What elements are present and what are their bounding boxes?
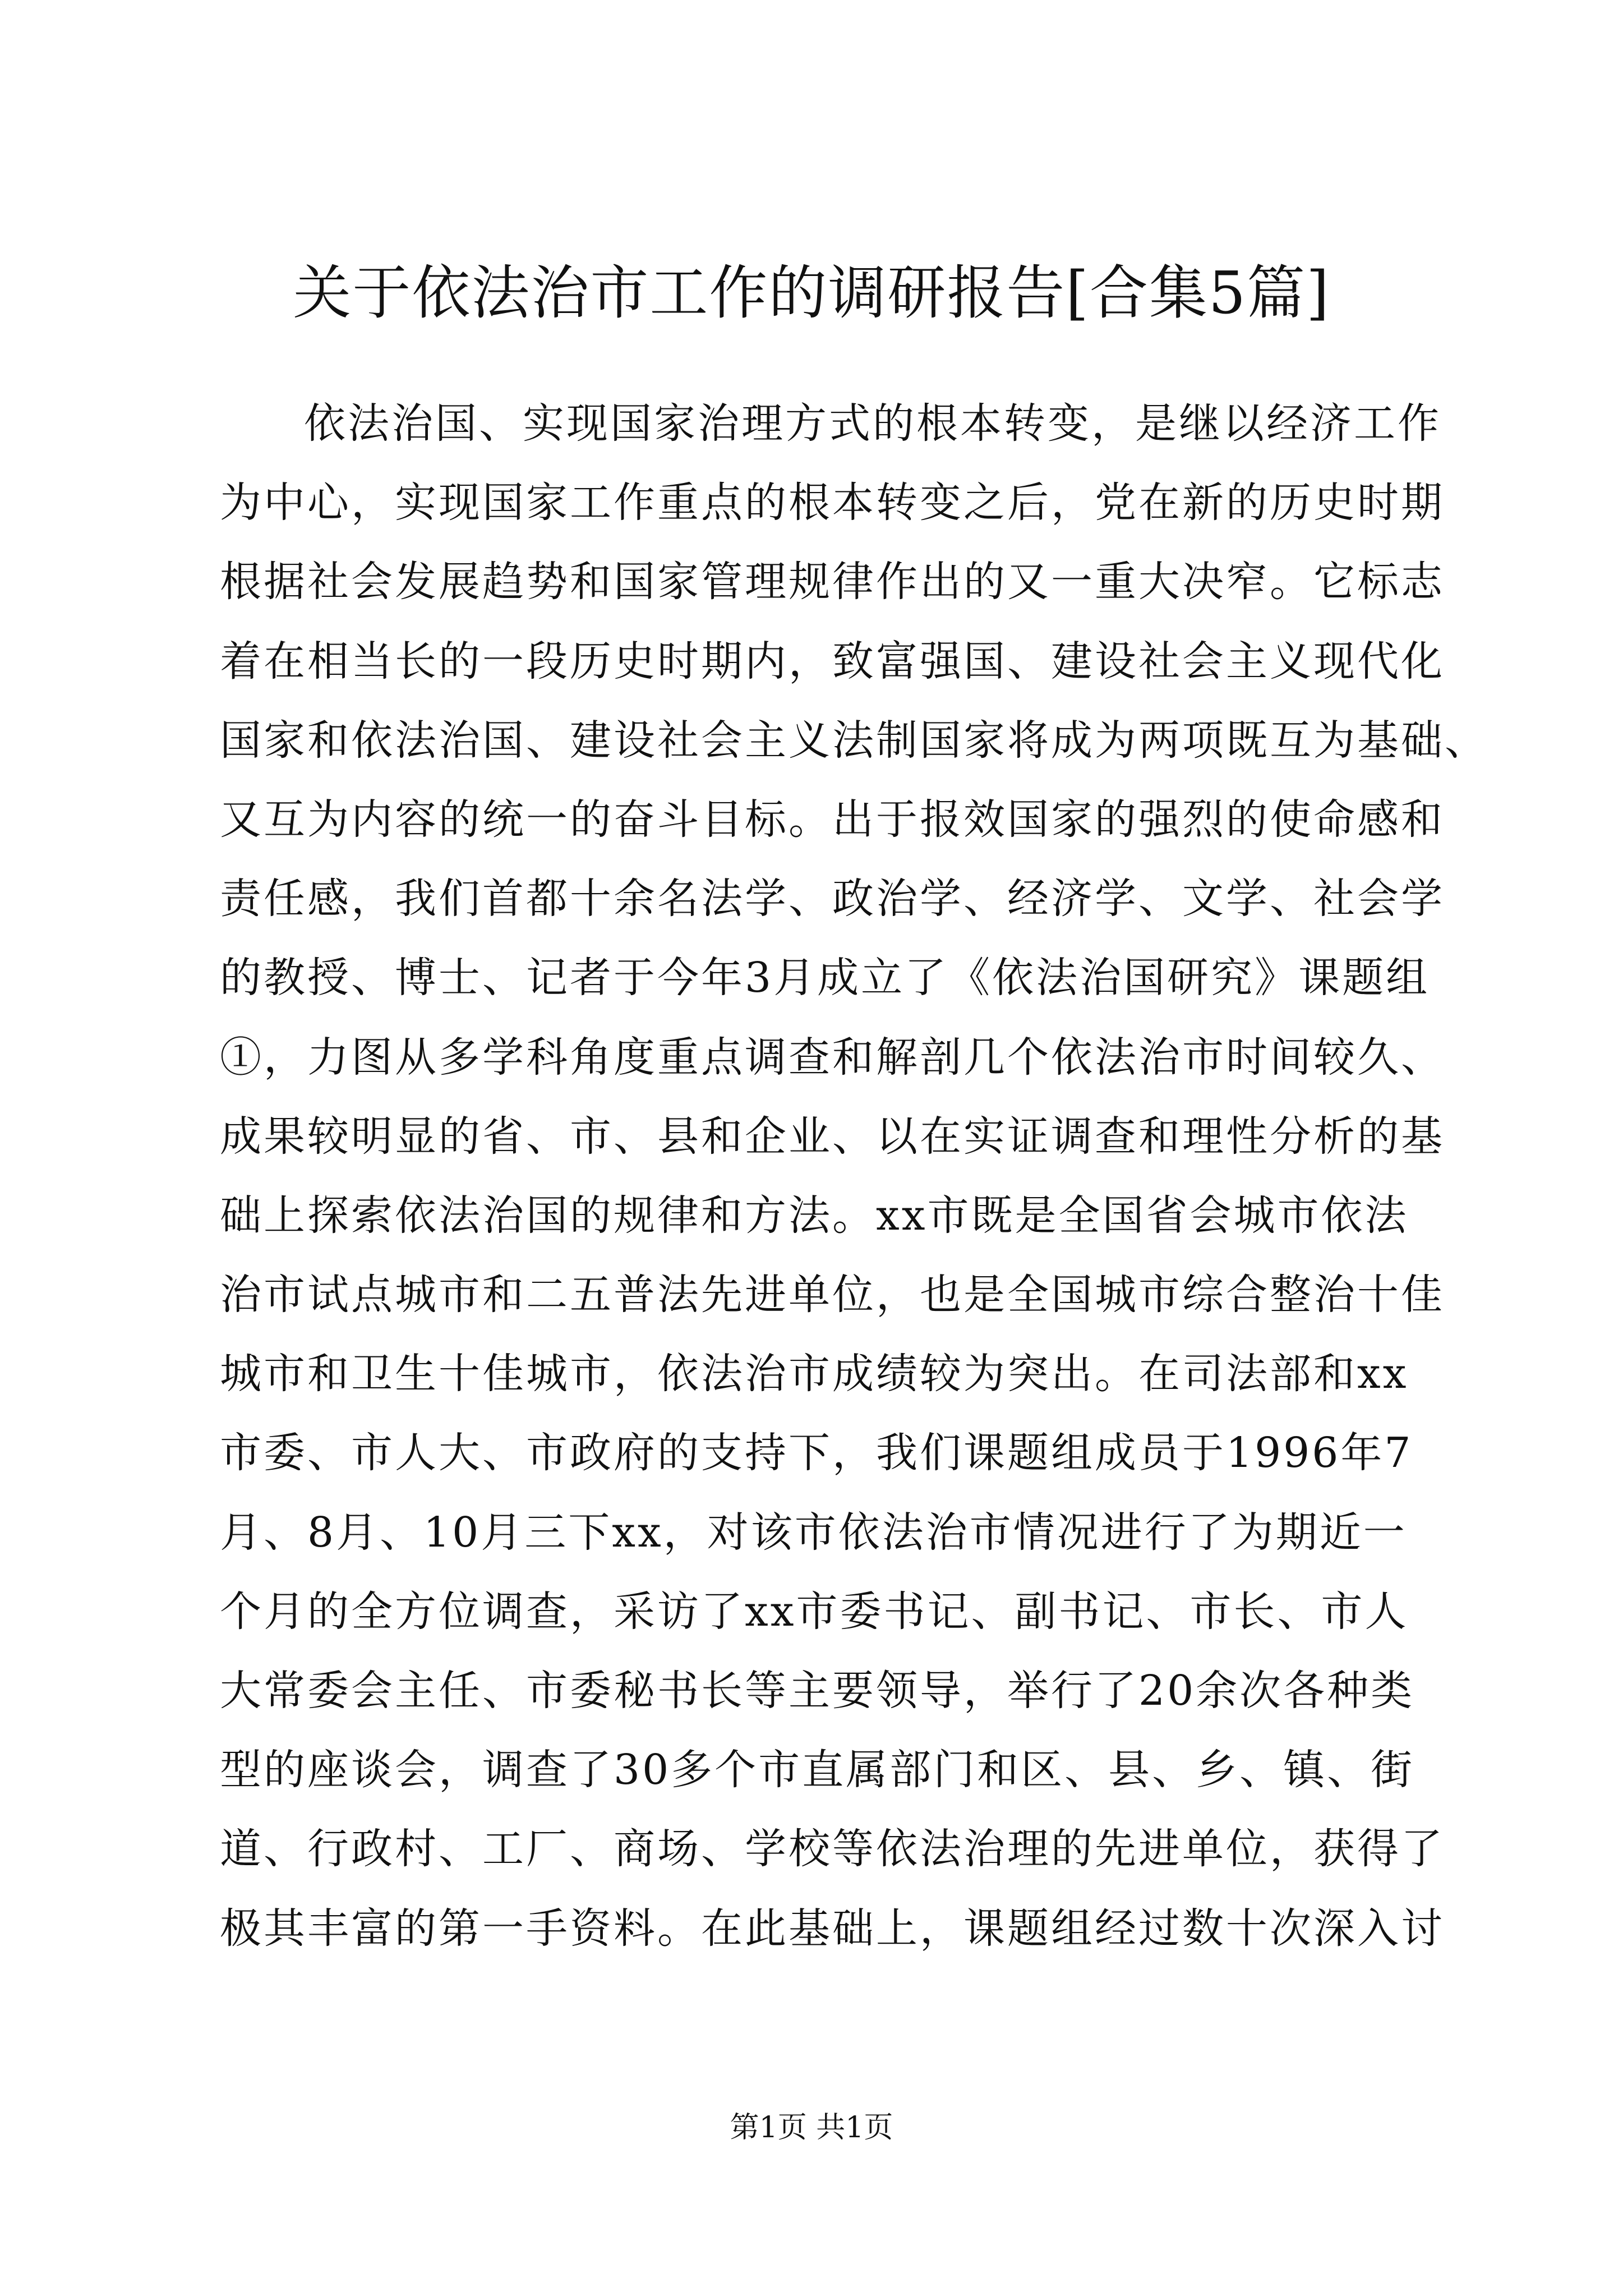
body-line: 市委、市人大、市政府的支持下，我们课题组成员于1996年7 [220, 1429, 1413, 1478]
body-line: 极其丰富的第一手资料。在此基础上，课题组经过数十次深入讨 [220, 1904, 1445, 1953]
body-line: 月、8月、10月三下xx，对该市依法治市情况进行了为期近一 [220, 1508, 1407, 1557]
body-line: 城市和卫生十佳城市，依法治市成绩较为突出。在司法部和xx [220, 1350, 1409, 1398]
body-line: 责任感，我们首都十余名法学、政治学、经济学、文学、社会学 [220, 875, 1445, 923]
body-line: 着在相当长的一段历史时期内，致富强国、建设社会主义现代化 [220, 637, 1445, 685]
body-line: 国家和依法治国、建设社会主义法制国家将成为两项既互为基础、 [220, 716, 1488, 765]
body-line: 大常委会主任、市委秘书长等主要领导，举行了20余次各种类 [220, 1667, 1415, 1715]
body-line: 又互为内容的统一的奋斗目标。出于报效国家的强烈的使命感和 [220, 795, 1445, 844]
body-line: 依法治国、实现国家治理方式的根本转变，是继以经济工作 [304, 399, 1441, 448]
document-title: 关于依法治市工作的调研报告[合集5篇] [293, 259, 1330, 327]
body-line: 成果较明显的省、市、县和企业、以在实证调查和理性分析的基 [220, 1112, 1445, 1161]
body-line: 型的座谈会，调查了30多个市直属部门和区、县、乡、镇、街 [220, 1746, 1415, 1795]
body-line: 道、行政村、工厂、商场、学校等依法治理的先进单位，获得了 [220, 1825, 1445, 1874]
page-footer: 第1页 共1页 [730, 2111, 893, 2145]
body-line: 为中心，实现国家工作重点的根本转变之后，党在新的历史时期 [220, 478, 1445, 527]
body-line: 个月的全方位调查，采访了xx市委书记、副书记、市长、市人 [220, 1587, 1409, 1636]
body-line: 础上探索依法治国的规律和方法。xx市既是全国省会城市依法 [220, 1191, 1409, 1240]
body-paragraph [220, 384, 1488, 1968]
body-line: 治市试点城市和二五普法先进单位，也是全国城市综合整治十佳 [220, 1271, 1445, 1319]
body-line: ①，力图从多学科角度重点调查和解剖几个依法治市时间较久、 [220, 1033, 1445, 1082]
body-line: 的教授、博士、记者于今年3月成立了《依法治国研究》课题组 [220, 954, 1430, 1002]
body-line: 根据社会发展趋势和国家管理规律作出的又一重大决窄。它标志 [220, 558, 1445, 606]
